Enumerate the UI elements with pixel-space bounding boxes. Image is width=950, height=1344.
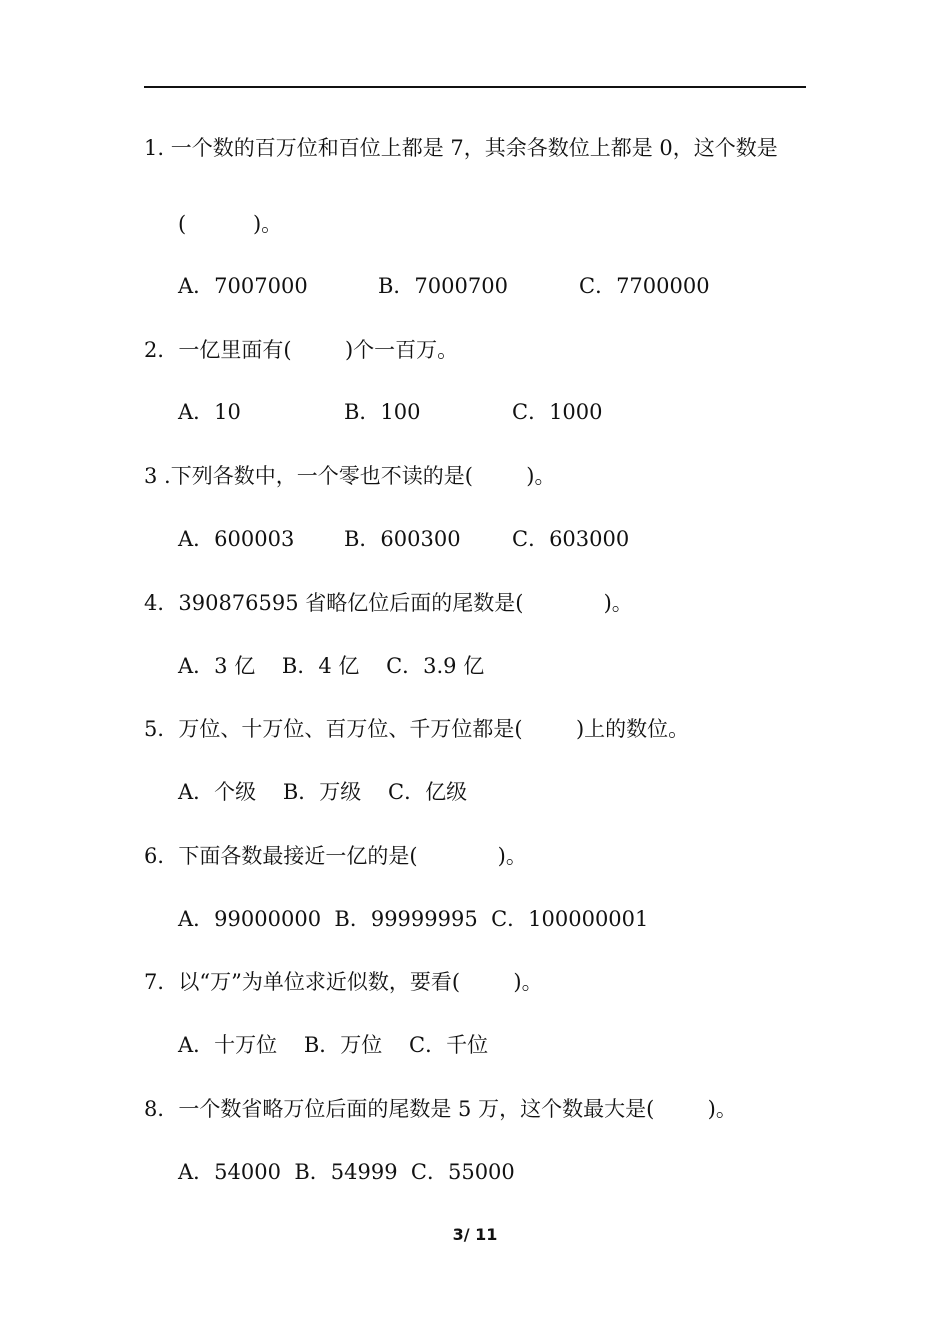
question-3-option-b: B．600300 <box>344 527 461 551</box>
question-4-text: 4．390876595 省略亿位后面的尾数是( )。 <box>144 591 633 615</box>
question-3-option-c: C．603000 <box>512 527 630 551</box>
question-1-option-a: A．7007000 <box>178 274 308 298</box>
question-1-text: 1. 一个数的百万位和百位上都是 7，其余各数位上都是 0，这个数是 <box>144 136 778 160</box>
question-2-option-b: B．100 <box>344 400 421 424</box>
question-1-option-c: C．7700000 <box>579 274 710 298</box>
question-1-option-b: B．7000700 <box>378 274 508 298</box>
question-2-text: 2．一亿里面有( )个一百万。 <box>144 338 459 362</box>
page-number: 3/ 11 <box>452 1225 498 1244</box>
question-2-option-a: A．10 <box>178 400 241 424</box>
question-7-text: 7．以“万”为单位求近似数，要看( )。 <box>144 970 543 994</box>
header-rule <box>144 86 806 88</box>
question-3-option-a: A．600003 <box>178 527 295 551</box>
question-7-options: A．十万位 B．万位 C．千位 <box>178 1033 489 1057</box>
question-2-option-c: C．1000 <box>512 400 603 424</box>
question-5-text: 5．万位、十万位、百万位、千万位都是( )上的数位。 <box>144 717 690 741</box>
question-6-options: A．99000000 B．99999995 C．100000001 <box>178 907 649 931</box>
question-6-text: 6．下面各数最接近一亿的是( )。 <box>144 844 527 868</box>
question-1-continuation: ( )。 <box>178 212 283 236</box>
question-3-text: 3 .下列各数中，一个零也不读的是( )。 <box>144 464 556 488</box>
question-8-options: A．54000 B．54999 C．55000 <box>178 1160 515 1184</box>
question-5-options: A．个级 B．万级 C．亿级 <box>178 780 468 804</box>
question-8-text: 8．一个数省略万位后面的尾数是 5 万，这个数最大是( )。 <box>144 1097 737 1121</box>
question-4-options: A．3 亿 B．4 亿 C．3.9 亿 <box>178 654 485 678</box>
